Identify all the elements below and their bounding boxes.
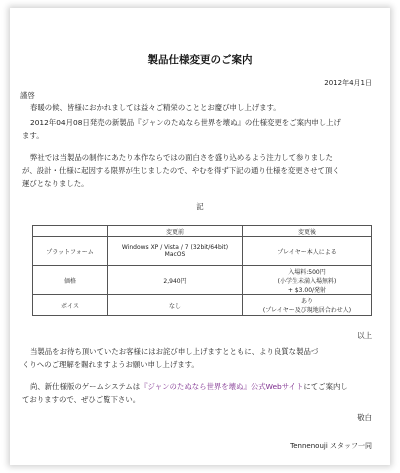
paragraph-reason-line3: 運びとなりました。 [22, 179, 89, 188]
cell-line: Windows XP / Vista / 7 (32bit/64bit) [121, 244, 229, 251]
cell-line: + $3.00/発射 [287, 286, 327, 294]
cell-after [243, 266, 372, 295]
table-header-row [33, 226, 372, 237]
cell-line: 2,940円 [163, 277, 187, 285]
cell-line: MacOS [164, 251, 186, 258]
cell-line: なし [168, 302, 181, 310]
cell-line: 入場料:500円 [288, 268, 326, 276]
table-header-cell: 変更前 [108, 226, 243, 237]
paragraph-announce-line2: ます。 [22, 131, 44, 140]
salutation: 謹啓 [20, 91, 35, 100]
official-website-link[interactable]: 『ジャンのたぬなら世界を壊ぬ』公式Webサイト [140, 382, 304, 391]
paragraph-apology-line2: くりへのご理解を賜れますようお願い申し上げます。 [22, 360, 199, 369]
paragraph-announce-line1: 2012年04月08日発売の新製品『ジャンのたぬなら世界を壊ぬ』の仕様変更をご案内申し上げ [30, 118, 341, 127]
paragraph-greeting: 春暖の候、皆様におかれましては益々ご精栄のこととお慶び申し上げます。 [30, 103, 281, 112]
closing-keigu: 敬白 [357, 413, 372, 422]
row-label: 価格 [33, 266, 108, 295]
cell-line: (小学生未満入場無料) [277, 277, 337, 285]
notice-document [10, 8, 390, 465]
signature: Tennenouji スタッフ一同 [290, 442, 372, 450]
row-label: プラットフォーム [33, 237, 108, 266]
table-row [33, 295, 372, 316]
paragraph-reason-line2: が、設計・仕様に起因する限界が生じましたので、やむを得ず下記の通り仕様を変更させて頂く [22, 166, 340, 175]
spec-change-table [32, 225, 372, 316]
table-row [33, 237, 372, 266]
paragraph-website-line2: ておりますので、ぜひご覧下さい。 [22, 395, 141, 404]
document-date: 2012年4月1日 [324, 79, 372, 87]
cell-line: (プレイヤー及び現地居合わせ人) [262, 307, 352, 314]
paragraph-reason-line1: 弊社では当製品の制作にあたり本作ならではの面白さを盛り込めるよう注力して参りました [30, 153, 333, 162]
cell-line: プレイヤー本人による [277, 248, 337, 256]
ki-heading: 記 [196, 202, 204, 211]
closing-ijo: 以上 [357, 331, 372, 340]
cell-before [108, 295, 243, 316]
cell-after [243, 295, 372, 316]
document-title: 製品仕様変更のご案内 [147, 54, 253, 66]
paragraph-website-prefix: 尚、新仕様版のゲームシステムは [30, 382, 141, 391]
cell-after [243, 237, 372, 266]
paragraph-apology-line1: 当製品をお待ち頂いていたお客様にはお詫び申し上げますとともに、より良質な製品づ [30, 347, 319, 356]
table-row [33, 266, 372, 295]
cell-before [108, 237, 243, 266]
row-label: ボイス [33, 295, 108, 316]
table-header-cell: 変更後 [243, 226, 372, 237]
cell-line: あり [300, 298, 313, 305]
paragraph-website-suffix: にてご案内し [303, 382, 348, 391]
table-header-cell [33, 226, 108, 237]
paragraph-website-line1 [30, 381, 348, 393]
cell-before [108, 266, 243, 295]
